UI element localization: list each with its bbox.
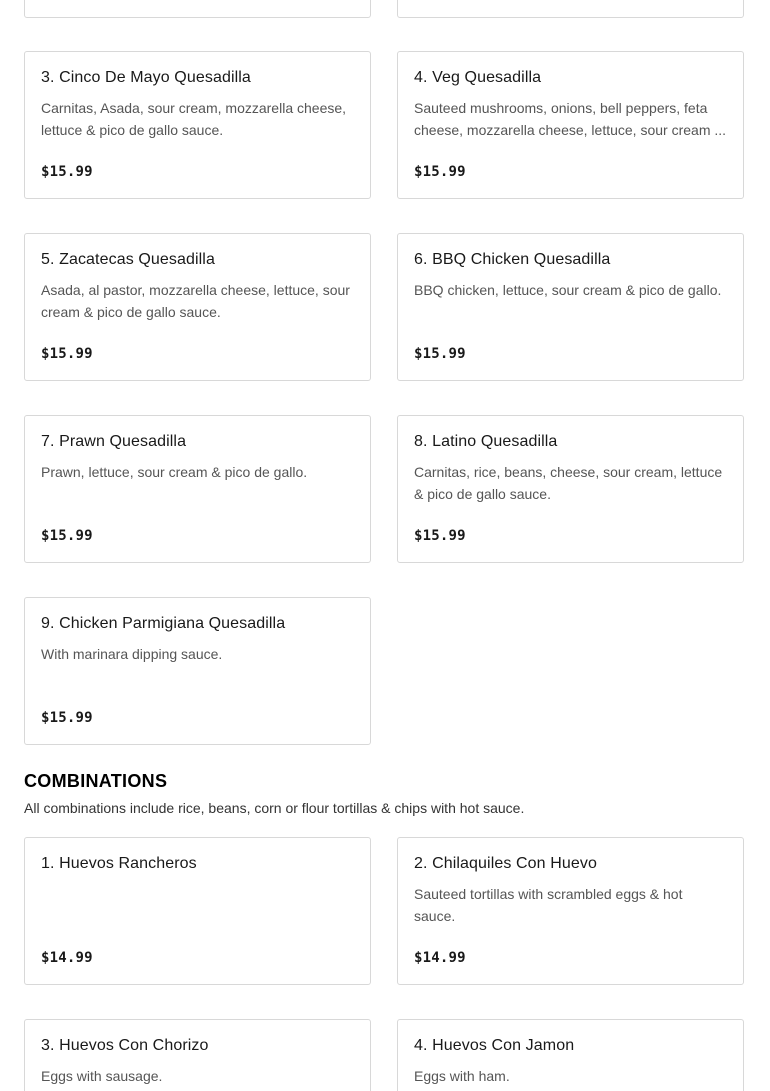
item-description: Eggs with sausage. <box>41 1068 163 1084</box>
menu-item-card[interactable] <box>24 0 371 18</box>
menu-item-card[interactable] <box>397 233 744 381</box>
item-description: Carnitas, rice, beans, cheese, sour cream, lettuce & pico de gallo sauce. <box>414 464 723 502</box>
item-name: 8. Latino Quesadilla <box>414 433 558 450</box>
menu-item-card[interactable] <box>397 837 744 985</box>
menu-item-card[interactable] <box>24 233 371 381</box>
item-price: $14.99 <box>41 950 93 966</box>
item-price: $15.99 <box>414 164 466 180</box>
menu-item-card[interactable] <box>397 0 744 18</box>
item-price: $15.99 <box>414 346 466 362</box>
item-name: 2. Chilaquiles Con Huevo <box>414 855 597 872</box>
item-description: Sauteed mushrooms, onions, bell peppers, feta cheese, mozzarella cheese, lettuce, sour cream ... <box>414 100 727 138</box>
item-price: $15.99 <box>41 346 93 362</box>
item-name: 4. Huevos Con Jamon <box>414 1037 575 1054</box>
item-name: 4. Veg Quesadilla <box>414 69 542 86</box>
menu-item-card[interactable] <box>397 415 744 563</box>
item-name: 5. Zacatecas Quesadilla <box>41 251 215 268</box>
item-description: Eggs with ham. <box>414 1068 510 1084</box>
item-name: 3. Huevos Con Chorizo <box>41 1037 209 1054</box>
item-price: $14.99 <box>414 950 466 966</box>
section-description: All combinations include rice, beans, corn or flour tortillas & chips with hot sauce. <box>24 800 525 816</box>
item-description: Sauteed tortillas with scrambled eggs & hot sauce. <box>414 886 683 924</box>
menu-item-card[interactable] <box>24 1019 371 1091</box>
menu-item-card[interactable] <box>24 597 371 745</box>
menu-item-card[interactable] <box>24 415 371 563</box>
item-description: BBQ chicken, lettuce, sour cream & pico de gallo. <box>414 282 722 298</box>
menu-item-card[interactable] <box>397 1019 744 1091</box>
menu-item-card[interactable] <box>397 51 744 199</box>
item-name: 9. Chicken Parmigiana Quesadilla <box>41 615 286 632</box>
item-name: 7. Prawn Quesadilla <box>41 433 187 450</box>
item-price: $15.99 <box>41 164 93 180</box>
menu-item-card[interactable] <box>24 837 371 985</box>
item-description: With marinara dipping sauce. <box>41 646 223 662</box>
item-description <box>41 883 354 927</box>
item-name: 6. BBQ Chicken Quesadilla <box>414 251 611 268</box>
item-description: Asada, al pastor, mozzarella cheese, lettuce, sour cream & pico de gallo sauce. <box>41 282 350 320</box>
item-description: Prawn, lettuce, sour cream & pico de gallo. <box>41 464 308 480</box>
item-description: Carnitas, Asada, sour cream, mozzarella cheese, lettuce & pico de gallo sauce. <box>41 100 347 138</box>
item-name: 3. Cinco De Mayo Quesadilla <box>41 69 251 86</box>
menu-item-card[interactable] <box>24 51 371 199</box>
item-name: 1. Huevos Rancheros <box>41 855 197 872</box>
section-title: COMBINATIONS <box>24 771 168 791</box>
item-price: $15.99 <box>414 528 466 544</box>
item-price: $15.99 <box>41 528 93 544</box>
item-price: $15.99 <box>41 710 93 726</box>
